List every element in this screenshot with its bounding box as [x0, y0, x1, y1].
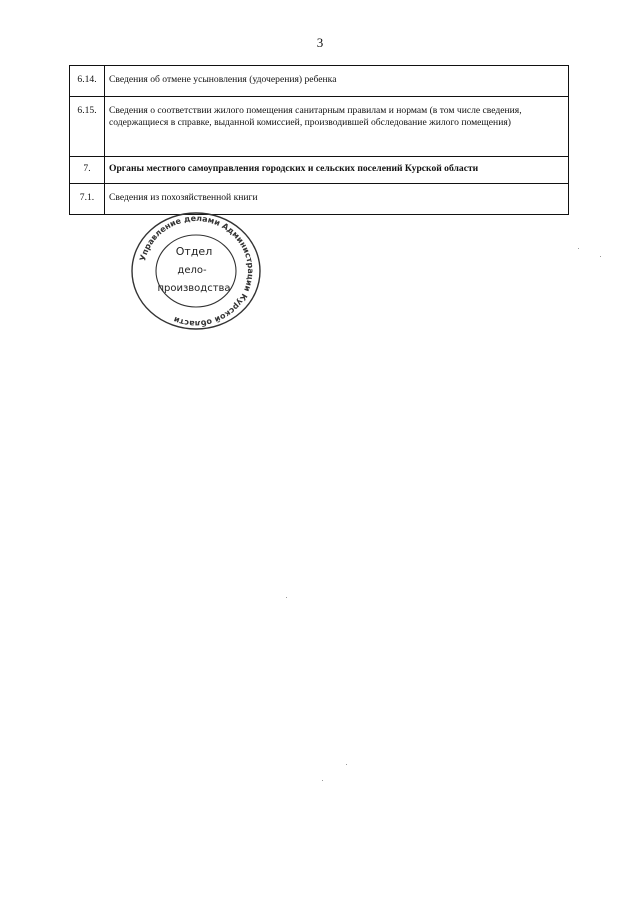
row-number: 6.15.	[70, 97, 105, 157]
stamp-ring-text: Управление делами Администрации Курской области	[138, 213, 256, 329]
table-row	[70, 97, 569, 157]
stamp-center-line: производства	[157, 283, 231, 294]
table-row	[70, 66, 569, 97]
scan-speck	[578, 248, 579, 249]
page-number: 3	[316, 35, 324, 50]
scan-speck	[322, 780, 323, 781]
scan-speck	[600, 256, 601, 257]
row-number: 7.1.	[70, 184, 105, 215]
stamp-center-line: Отдел	[175, 245, 213, 258]
scan-speck	[286, 597, 287, 598]
row-text: Сведения из похозяйственной книги	[105, 184, 569, 215]
row-number: 6.14.	[70, 66, 105, 97]
official-stamp	[126, 207, 266, 333]
table-row-section	[70, 157, 569, 184]
scan-speck	[346, 764, 347, 765]
row-number: 7.	[70, 157, 105, 184]
stamp-center-line: дело-	[177, 265, 207, 276]
row-text: Органы местного самоуправления городских и сельских поселений Курской области	[105, 157, 569, 184]
services-table	[69, 65, 569, 215]
stamp-seal-icon	[126, 207, 266, 333]
row-text: Сведения об отмене усыновления (удочерения) ребенка	[105, 66, 569, 97]
row-text: Сведения о соответствии жилого помещения санитарным правилам и нормам (в том числе сведения, содержащиеся в справке, выданной комиссией, производившей обследование жилого помещения)	[105, 97, 569, 157]
